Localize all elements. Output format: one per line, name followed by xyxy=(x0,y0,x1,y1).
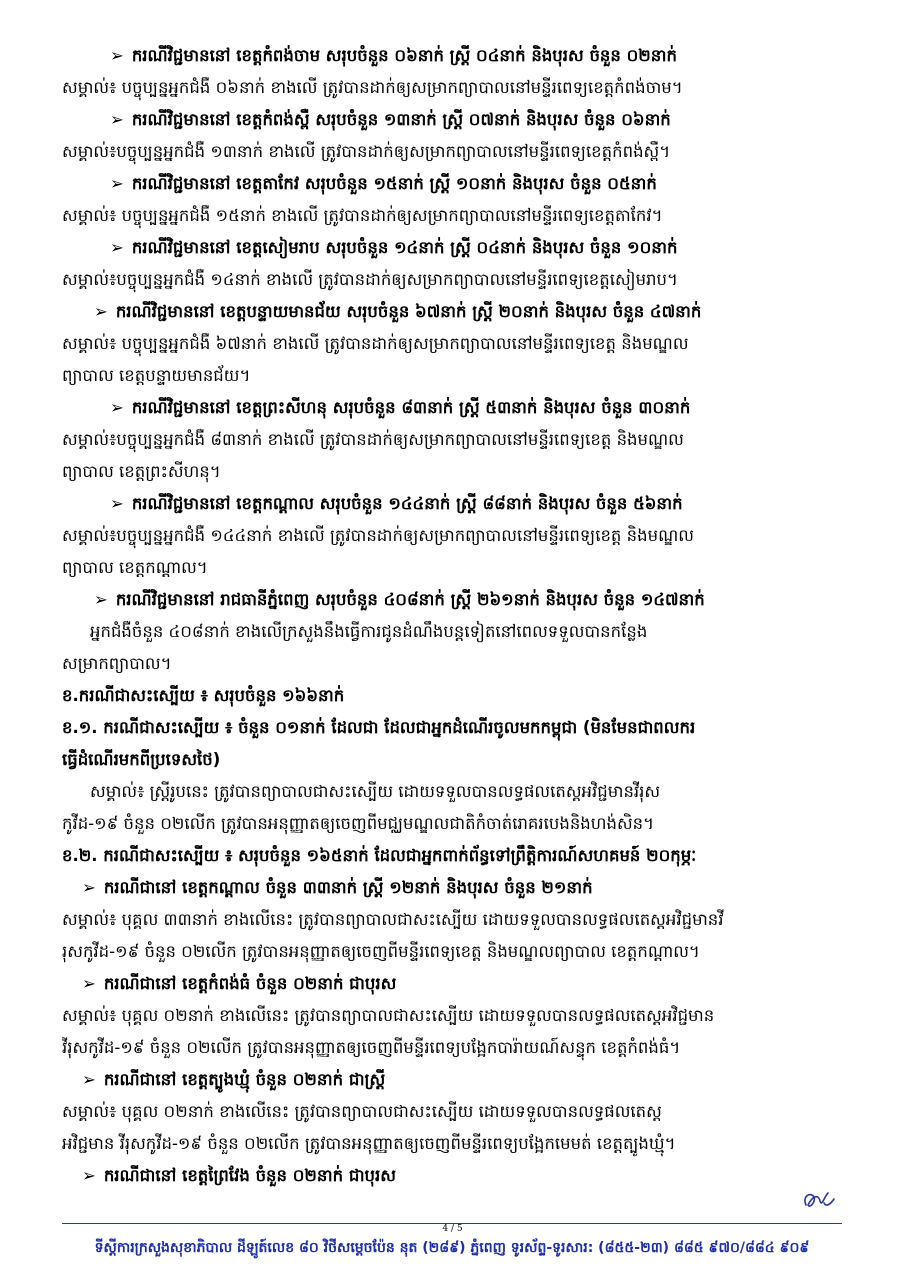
section-heading: ខ.ករណីជាសះស្បើយ ៖ សរុបចំនួន ១៦៦នាក់ xyxy=(62,686,345,705)
bullet-text: ករណីវិជ្ជមាននៅ ខេត្តកំពង់ចាម សរុបចំនួន ០៦នាក់ ស្ត្រី ០៤នាក់ និងបុរស ចំនួន ០២នាក់ xyxy=(131,46,677,65)
page-number: 4 / 5 xyxy=(442,1224,463,1234)
footer-address: ទីស្ដីការក្រសួងសុខាភិបាល ដីឡូត៍លេខ ៨០ វិថីសម្ដេចប៉ែន នុត (២៨៩) ភ្នំពេញ ទូរស័ព្ទ-ទូរសារ: (៨៥៥-២៣) ៨៨៥ ៩៧០/៨៨៤ ៩០៩ xyxy=(94,1240,810,1256)
bullet-arrow-icon: ➢ xyxy=(82,878,96,897)
signature-mark xyxy=(798,1183,838,1219)
bullet-arrow-icon: ➢ xyxy=(110,494,124,513)
text-line: វីរុសកូវីដ-១៩ ចំនួន ០២លើក ត្រូវបានអនុញ្ញាតឲ្យចេញពីមន្ទីរពេទ្យបង្អែកបារ៉ាយណ៍សន្ទុក ខេត្តកំពង់ធំ។ xyxy=(62,1038,681,1057)
bullet-item xyxy=(62,584,842,616)
note-line: សម្គាល់៖បច្ចុប្បន្នអ្នកជំងឺ ៨៣នាក់ ខាងលើ ត្រូវបានដាក់ឲ្យសម្រាកព្យាបាលនៅមន្ទីរពេទ្យខេត្ត និងមណ្ឌល xyxy=(62,430,684,449)
bullet-item xyxy=(62,1064,842,1096)
note-line: សម្គាល់៖ បុគ្គល ០២នាក់ ខាងលើនេះ ត្រូវបានព្យាបាលជាសះស្បើយ ដោយទទួលបានលទ្ធផលតេស្ត xyxy=(62,1102,662,1121)
text-line: សម្គាល់៖ ស្ត្រីរូបនេះ ត្រូវបានព្យាបាលជាសះស្បើយ ដោយទទួលបានលទ្ធផលតេស្តអវិជ្ជមានវីរុស xyxy=(90,782,661,801)
note-line: សម្គាល់៖ បច្ចុប្បន្នអ្នកជំងឺ ១៥នាក់ ខាងលើ ត្រូវបានដាក់ឲ្យសម្រាកព្យាបាលនៅមន្ទីរពេទ្យខេត្តតាកែវ។ xyxy=(62,206,663,225)
bullet-arrow-icon: ➢ xyxy=(94,590,108,609)
bullet-text: ករណីវិជ្ជមាននៅ ខេត្តកណ្ដាល សរុបចំនួន ១៤៤នាក់ ស្ត្រី ៨៨នាក់ និងបុរស ចំនួន ៥៦នាក់ xyxy=(131,494,683,513)
bullet-item xyxy=(62,168,842,200)
bullet-text: ករណីជានៅ ខេត្តព្រៃវែង ចំនួន ០២នាក់ ជាបុរស xyxy=(103,1166,396,1185)
note-line: សម្គាល់៖បច្ចុប្បន្នអ្នកជំងឺ ១៣នាក់ ខាងលើ ត្រូវបានដាក់ឲ្យសម្រាកព្យាបាលនៅមន្ទីរពេទ្យខេត្តកំពង់ស្ពឺ។ xyxy=(62,142,671,161)
bullet-item xyxy=(62,104,842,136)
bullet-item xyxy=(62,40,842,72)
bullet-item xyxy=(62,488,842,520)
bullet-text: ករណីវិជ្ជមាននៅ ខេត្តសៀមរាប សរុបចំនួន ១៤នាក់ ស្ត្រី ០៤នាក់ និងបុរស ចំនួន ១០នាក់ xyxy=(131,238,678,257)
bullet-item xyxy=(62,1160,842,1192)
bullet-text: ករណីវិជ្ជមាននៅ ខេត្តបន្ទាយមានជ័យ សរុបចំនួន ៦៧នាក់ ស្ត្រី ២០នាក់ និងបុរស ចំនួន ៤៧នាក់ xyxy=(115,302,702,321)
bullet-arrow-icon: ➢ xyxy=(82,1070,96,1089)
bullet-text: ករណីជានៅ ខេត្តកណ្ដាល ចំនួន ៣៣នាក់ ស្ត្រី ១២នាក់ និងបុរស ចំនួន ២១នាក់ xyxy=(103,878,593,897)
bullet-text: ករណីជានៅ ខេត្តកំពង់ធំ ចំនួន ០២នាក់ ជាបុរស xyxy=(103,974,397,993)
bullet-text: ករណីវិជ្ជមាននៅ ខេត្តតាកែវ សរុបចំនួន ១៥នាក់ ស្ត្រី ១០នាក់ និងបុរស ចំនួន ០៥នាក់ xyxy=(131,174,657,193)
bullet-item xyxy=(62,872,842,904)
text-line: ព្យាបាល ខេត្តបន្ទាយមានជ័យ។ xyxy=(62,366,251,385)
text-line: ព្យាបាល ខេត្តកណ្ដាល។ xyxy=(62,558,208,577)
text-line: កូវីដ-១៩ ចំនួន ០២លើក ត្រូវបានអនុញ្ញាតឲ្យចេញពីមជ្ឈមណ្ឌលជាតិកំចាត់រោគរបេងនិងហង់សិន។ xyxy=(62,814,655,833)
bullet-item xyxy=(62,392,842,424)
bullet-arrow-icon: ➢ xyxy=(110,238,124,257)
bullet-item xyxy=(62,296,842,328)
text-line: រុសកូវីដ-១៩ ចំនួន ០២លើក ត្រូវបានអនុញ្ញាតឲ្យចេញពីមន្ទីរពេទ្យខេត្ត និងមណ្ឌលព្យាបាល ខេត្តកណ្ដាល។ xyxy=(62,942,700,961)
bullet-text: ករណីវិជ្ជមាននៅ រាជធានីភ្នំពេញ សរុបចំនួន ៤០៨នាក់ ស្ត្រី ២៦១នាក់ និងបុរស ចំនួន ១៤៧នាក់ xyxy=(115,590,705,609)
section-heading: ខ.២. ករណីជាសះស្បើយ ៖ សរុបចំនួន ១៦៥នាក់ ដែលជាអ្នកពាក់ព័ន្ធទៅព្រឹត្តិការណ៍សហគមន៍ ២០កុម្ភៈ xyxy=(62,846,697,865)
bullet-item xyxy=(62,232,842,264)
note-line: សម្គាល់៖ បុគ្គល ០២នាក់ ខាងលើនេះ ត្រូវបានព្យាបាលជាសះស្បើយ ដោយទទួលបានលទ្ធផលតេស្តអវិជ្ជមាន xyxy=(62,1006,715,1025)
bullet-arrow-icon: ➢ xyxy=(110,46,124,65)
bullet-text: ករណីវិជ្ជមាននៅ ខេត្តព្រះសីហនុ សរុបចំនួន ៨៣នាក់ ស្ត្រី ៥៣នាក់ និងបុរស ចំនួន ៣០នាក់ xyxy=(131,398,691,417)
bullet-arrow-icon: ➢ xyxy=(110,174,124,193)
note-line: សម្គាល់៖ បច្ចុប្បន្នអ្នកជំងឺ ៦៧នាក់ ខាងលើ ត្រូវបានដាក់ឲ្យសម្រាកព្យាបាលនៅមន្ទីរពេទ្យខេត្ត និងមណ្ឌល xyxy=(62,334,689,353)
section-heading: ខ.១. ករណីជាសះស្បើយ ៖ ចំនួន ០១នាក់ ដែលជា ដែលជាអ្នកដំណើរចូលមកកម្ពុជា (មិនមែនជាពលករ xyxy=(62,718,696,737)
document-body xyxy=(62,40,842,1192)
bullet-arrow-icon: ➢ xyxy=(110,398,124,417)
bullet-text: ករណីវិជ្ជមាននៅ ខេត្តកំពង់ស្ពឺ សរុបចំនួន ១៣នាក់ ស្ត្រី ០៧នាក់ និងបុរស ចំនួន ០៦នាក់ xyxy=(131,110,671,129)
note-line: សម្គាល់៖បច្ចុប្បន្នអ្នកជំងឺ ១៤៤នាក់ ខាងលើ ត្រូវបានដាក់ឲ្យសម្រាកព្យាបាលនៅមន្ទីរពេទ្យខេត្ត និងមណ្ឌល xyxy=(62,526,694,545)
bullet-text: ករណីជានៅ ខេត្តត្បូងឃ្មុំ ចំនួន ០២នាក់ ជាស្ត្រី xyxy=(103,1070,386,1089)
note-line: សម្គាល់៖ បច្ចុប្បន្នអ្នកជំងឺ ០៦នាក់ ខាងលើ ត្រូវបានដាក់ឲ្យសម្រាកព្យាបាលនៅមន្ទីរពេទ្យខេត្តកំពង់ចាម។ xyxy=(62,78,683,97)
text-line: អវិជ្ជមាន វីរុសកូវីដ-១៩ ចំនួន ០២លើក ត្រូវបានអនុញ្ញាតឲ្យចេញពីមន្ទីរពេទ្យបង្អែកមេមត់ ខេត្តត្បូងឃ្មុំ។ xyxy=(62,1134,676,1153)
bullet-item xyxy=(62,968,842,1000)
text-line: សម្រាកព្យាបាល។ xyxy=(62,654,172,673)
section-heading: ធ្វើដំណើរមកពីប្រទេសថៃ) xyxy=(62,750,221,769)
note-line: សម្គាល់៖បច្ចុប្បន្នអ្នកជំងឺ ១៤នាក់ ខាងលើ ត្រូវបានដាក់ឲ្យសម្រាកព្យាបាលនៅមន្ទីរពេទ្យខេត្តសៀមរាប។ xyxy=(62,270,678,289)
bullet-arrow-icon: ➢ xyxy=(94,302,108,321)
note-line: សម្គាល់៖ បុគ្គល ៣៣នាក់ ខាងលើនេះ ត្រូវបានព្យាបាលជាសះស្បើយ ដោយទទួលបានលទ្ធផលតេស្តអវិជ្ជមានវី xyxy=(62,910,724,929)
text-line: អ្នកជំងឺចំនួន ៤០៨នាក់ ខាងលើក្រសួងនឹងធ្វើការជូនដំណឹងបន្តទៀតនៅពេលទទួលបានកន្លែង xyxy=(90,622,648,641)
bullet-arrow-icon: ➢ xyxy=(82,1166,96,1185)
text-line: ព្យាបាល ខេត្តព្រះសីហនុ។ xyxy=(62,462,221,481)
bullet-arrow-icon: ➢ xyxy=(110,110,124,129)
bullet-arrow-icon: ➢ xyxy=(82,974,96,993)
